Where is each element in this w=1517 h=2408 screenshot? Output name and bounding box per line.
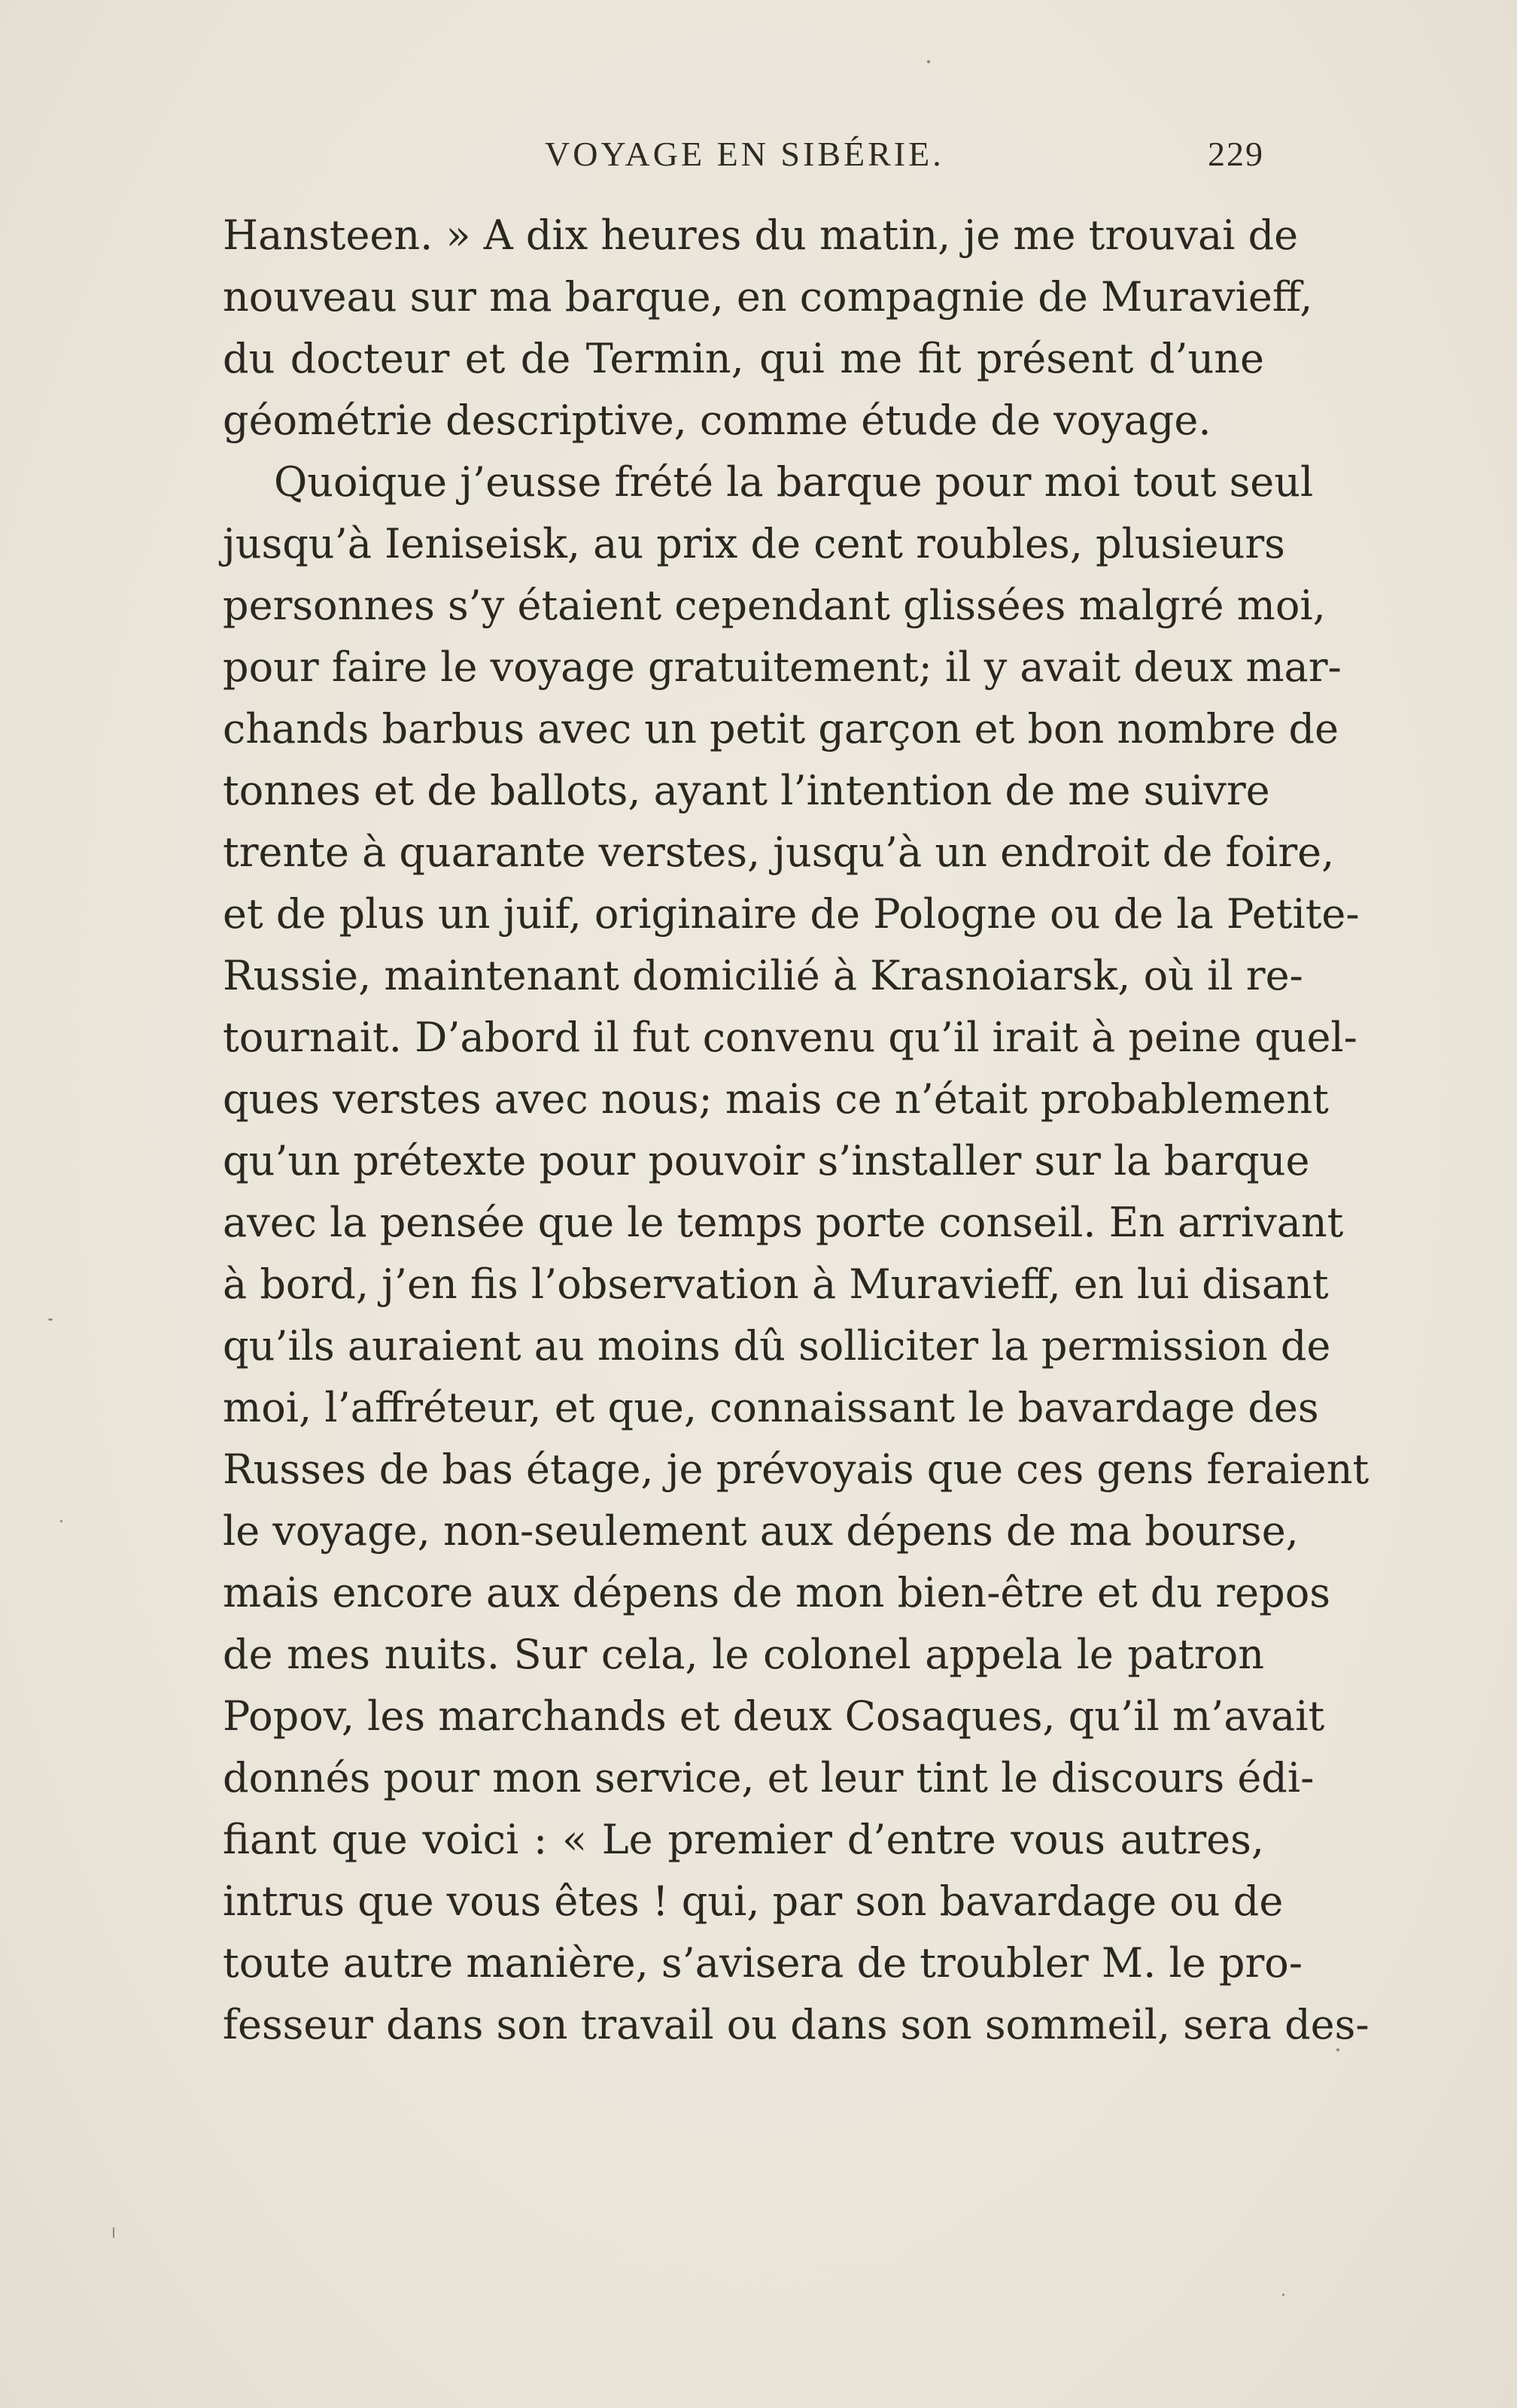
text-line: pour faire le voyage gratuitement; il y avait deux mar- [223, 643, 1342, 691]
paper-speck [113, 2227, 114, 2238]
text-line: le voyage, non-seulement aux dépens de ma bourse, [223, 1507, 1299, 1555]
body-text [223, 205, 1370, 2056]
page-header [223, 134, 1264, 187]
text-line: jusqu’à Ieniseisk, au prix de cent roubles, plusieurs [223, 520, 1285, 567]
text-line: géométrie descriptive, comme étude de voyage. [223, 397, 1211, 444]
paper-speck [60, 1520, 62, 1522]
page-number: 229 [1208, 135, 1264, 173]
text-line: tonnes et de ballots, ayant l’intention de me suivre [223, 767, 1270, 814]
text-line: mais encore aux dépens de mon bien-être et du repos [223, 1569, 1330, 1616]
paper-speck [48, 1318, 53, 1321]
text-line: chands barbus avec un petit garçon et bon nombre de [223, 705, 1339, 752]
text-line: qu’ils auraient au moins dû solliciter la permission de [223, 1322, 1331, 1370]
text-line: Hansteen. » A dix heures du matin, je me trouvai de [223, 211, 1299, 259]
text-line: nouveau sur ma barque, en compagnie de Muravieff, [223, 273, 1313, 321]
text-line: et de plus un juif, originaire de Pologne ou de la Petite- [223, 890, 1360, 938]
text-line: qu’un prétexte pour pouvoir s’installer sur la barque [223, 1137, 1310, 1184]
paper-speck [1282, 2294, 1284, 2296]
text-line: trente à quarante verstes, jusqu’à un endroit de foire, [223, 829, 1335, 876]
text-line: tournait. D’abord il fut convenu qu’il irait à peine quel- [223, 1014, 1357, 1061]
text-line: Russes de bas étage, je prévoyais que ces gens feraient [223, 1446, 1370, 1493]
text-line: de mes nuits. Sur cela, le colonel appela le patron [223, 1631, 1264, 1678]
text-line: intrus que vous êtes ! qui, par son bavardage ou de [223, 1877, 1284, 1925]
text-line: personnes s’y étaient cependant glissées malgré moi, [223, 582, 1326, 629]
running-head: VOYAGE EN SIBÉRIE. [545, 135, 944, 173]
text-line: Popov, les marchands et deux Cosaques, qu’il m’avait [223, 1692, 1325, 1740]
text-line: fiant que voici : « Le premier d’entre vous autres, [223, 1816, 1264, 1863]
paper-speck [1336, 2048, 1339, 2051]
text-line: du docteur et de Termin, qui me fit présent d’une [223, 335, 1264, 382]
paragraph-start-line: Quoique j’eusse frété la barque pour moi tout seul [274, 458, 1314, 506]
text-line: Russie, maintenant domicilié à Krasnoiarsk, où il re- [223, 952, 1303, 999]
text-line: à bord, j’en fis l’observation à Muravieff, en lui disant [223, 1260, 1329, 1308]
text-line: donnés pour mon service, et leur tint le discours édi- [223, 1754, 1315, 1801]
text-line: moi, l’affréteur, et que, connaissant le bavardage des [223, 1384, 1319, 1431]
text-line: ques verstes avec nous; mais ce n’était probablement [223, 1075, 1329, 1123]
text-line: toute autre manière, s’avisera de troubler M. le pro- [223, 1939, 1303, 1987]
text-line: avec la pensée que le temps porte conseil. En arrivant [223, 1199, 1344, 1246]
paper-speck [927, 60, 930, 63]
text-line: fesseur dans son travail ou dans son sommeil, sera des- [223, 2001, 1370, 2048]
